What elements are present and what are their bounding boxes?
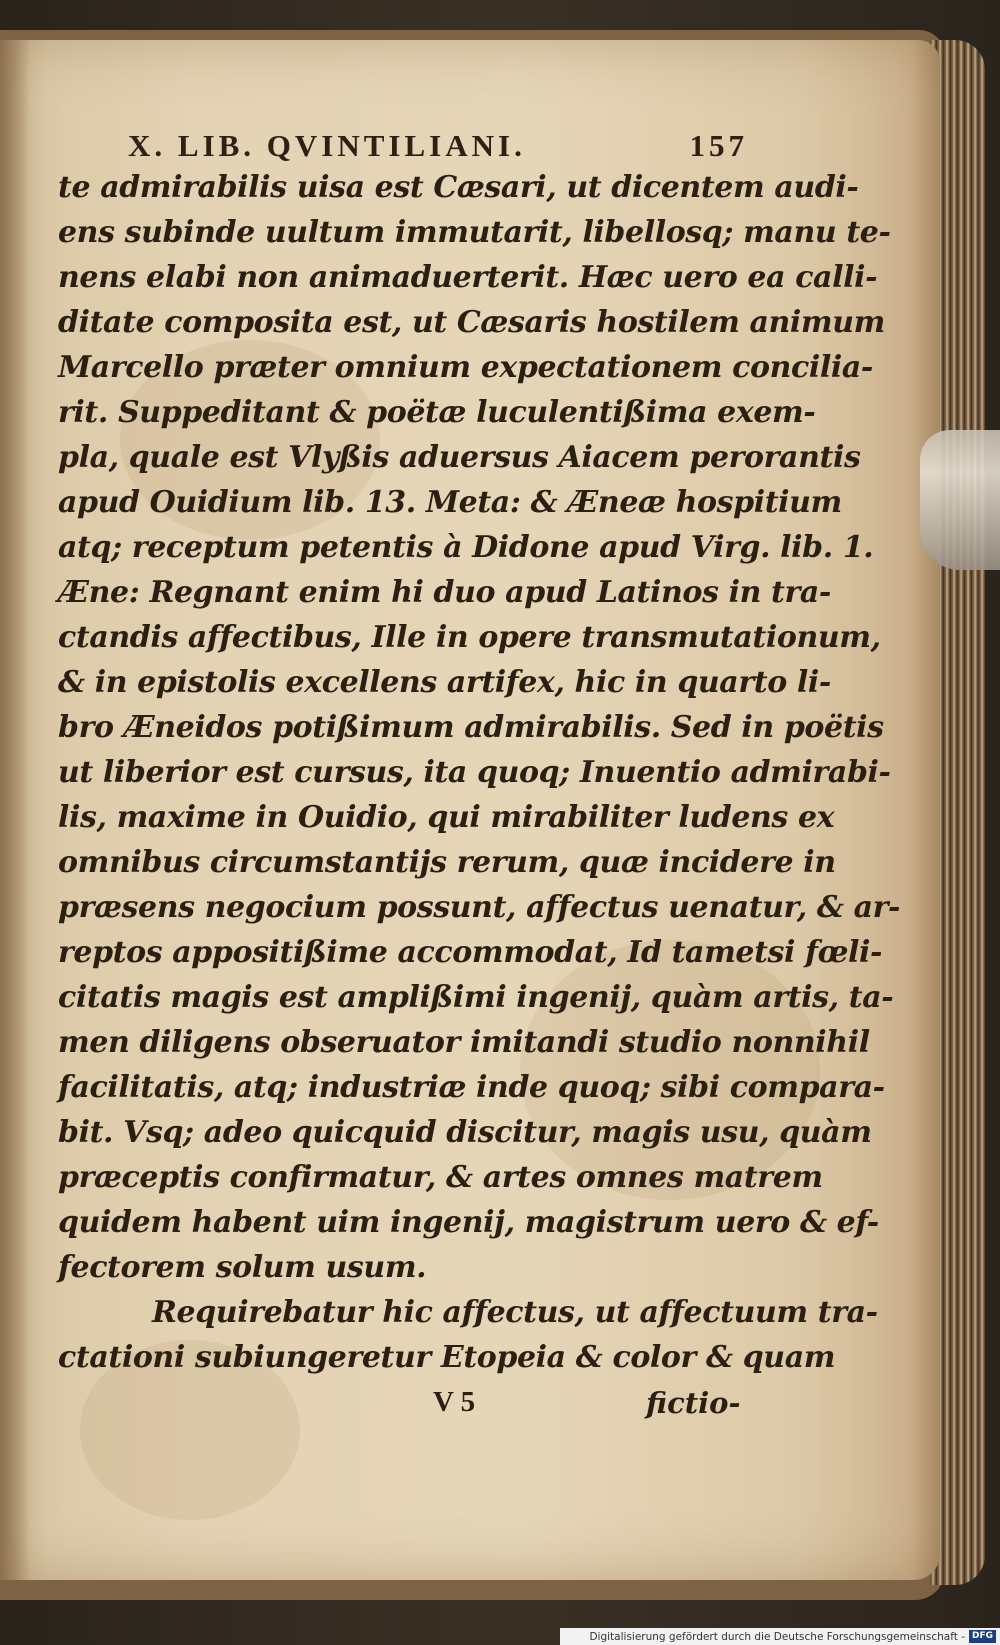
text-line: rit. Suppeditant & poëtæ luculentißima exem- [58, 395, 816, 430]
text-line: atq; receptum petentis à Didone apud Virg. lib. 1. [58, 530, 874, 565]
text-line: præceptis confirmatur, & artes omnes matrem [58, 1160, 823, 1195]
text-line: ut liberior est cursus, ita quoq; Inuentio admirabi- [58, 755, 891, 790]
text-line: lis, maxime in Ouidio, qui mirabiliter ludens ex [58, 800, 835, 835]
text-line: fectorem solum usum. [58, 1250, 427, 1285]
text-line: citatis magis est amplißimi ingenij, quàm artis, ta- [58, 980, 894, 1015]
text-line: Requirebatur hic affectus, ut affectuum tra- [152, 1295, 878, 1330]
text-line: men diligens obseruator imitandi studio nonnihil [58, 1025, 870, 1060]
text-line: ens subinde uultum immutarit, libellosq; manu te- [58, 215, 891, 250]
running-title: X. LIB. QVINTILIANI. [128, 128, 526, 163]
text-line: ctationi subiungeretur Etopeia & color & quam [58, 1340, 836, 1375]
text-line: te admirabilis uisa est Cæsari, ut dicentem audi- [58, 170, 859, 205]
dfg-logo: DFG [969, 1630, 996, 1643]
digitization-notice: Digitalisierung gefördert durch die Deutsche Forschungsgemeinschaft - [589, 1630, 965, 1643]
text-line: apud Ouidium lib. 13. Meta: & Æneæ hospitium [58, 485, 842, 520]
text-line: & in epistolis excellens artifex, hic in quarto li- [58, 665, 831, 700]
text-line: Æne: Regnant enim hi duo apud Latinos in tra- [58, 575, 831, 610]
text-line: pla, quale est Vlyßis aduersus Aiacem perorantis [58, 440, 861, 475]
page-number: 157 [689, 128, 748, 163]
catchword: fictio- [646, 1386, 741, 1420]
page-footer [0, 1386, 1000, 1426]
text-line: omnibus circumstantijs rerum, quæ incidere in [58, 845, 836, 880]
text-line: quidem habent uim ingenij, magistrum uero & ef- [58, 1205, 879, 1240]
text-line: præsens negocium possunt, affectus uenatur, & ar- [58, 890, 901, 925]
text-line: facilitatis, atq; industriæ inde quoq; sibi compara- [58, 1070, 885, 1105]
text-line: bro Æneidos potißimum admirabilis. Sed in poëtis [58, 710, 884, 745]
text-line: ctandis affectibus, Ille in opere transmutationum, [58, 620, 881, 655]
text-line: reptos appositißime accommodat, Id tametsi fœli- [58, 935, 883, 970]
signature-mark: V 5 [433, 1386, 476, 1418]
running-header [128, 128, 748, 164]
digitization-notice-bar [560, 1628, 1000, 1645]
text-line: Marcello præter omnium expectationem concilia- [58, 350, 873, 385]
text-line: bit. Vsq; adeo quicquid discitur, magis usu, quàm [58, 1115, 872, 1150]
text-line: ditate composita est, ut Cæsaris hostilem animum [58, 305, 885, 340]
text-line: nens elabi non animaduerterit. Hæc uero ea calli- [58, 260, 878, 295]
